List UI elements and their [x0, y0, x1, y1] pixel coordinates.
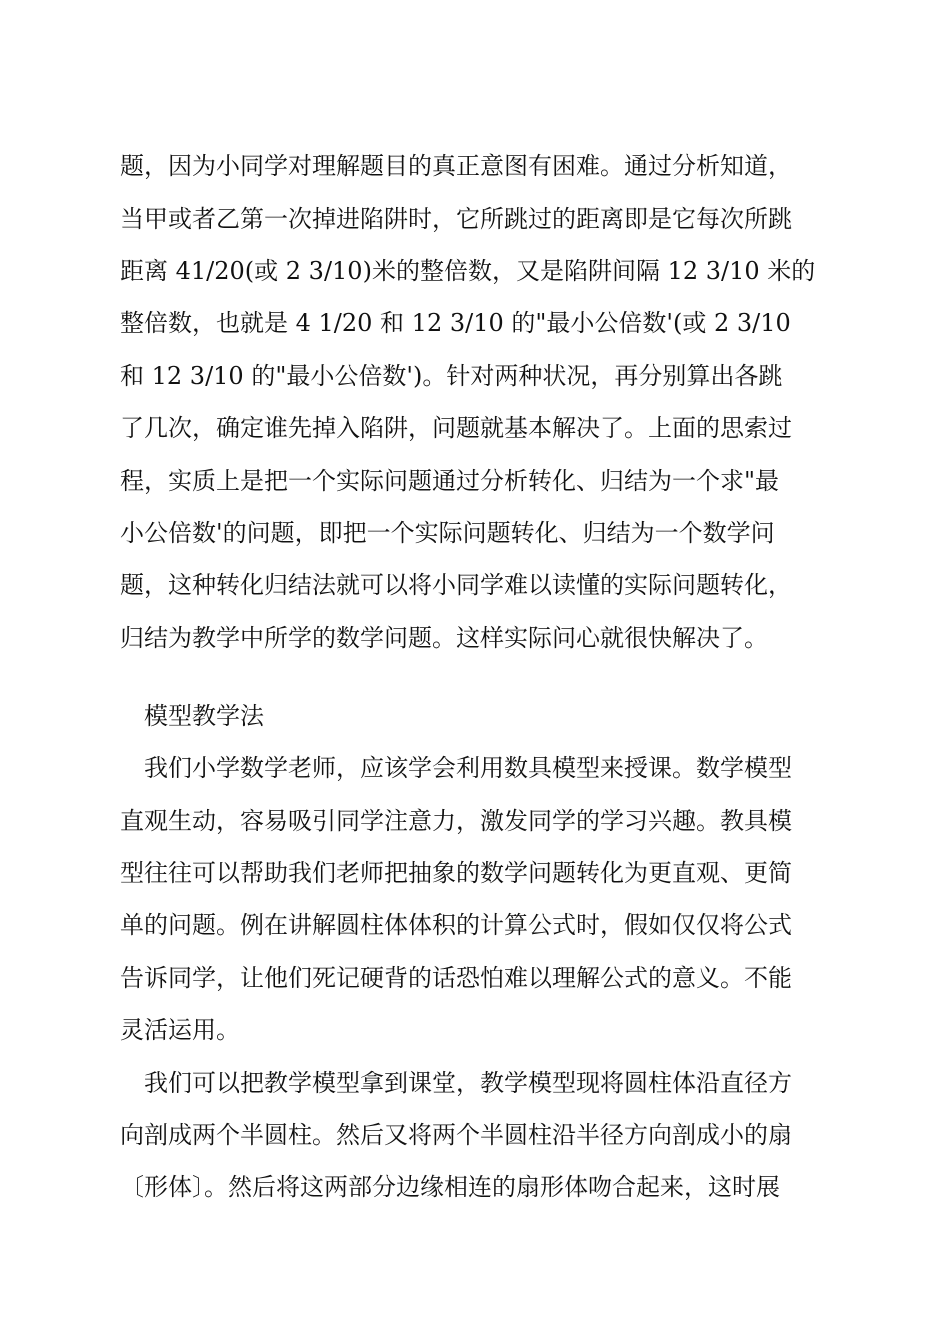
text-line: 我们可以把教学模型拿到课堂，教学模型现将圆柱体沿直径方 [144, 1069, 792, 1097]
text-line: 直观生动，容易吸引同学注意力，激发同学的学习兴趣。教具模 [120, 807, 792, 835]
text-line: 告诉同学，让他们死记硬背的话恐怕难以理解公式的意义。不能 [120, 964, 792, 992]
text-line: 型往往可以帮助我们老师把抽象的数学问题转化为更直观、更简 [120, 859, 792, 887]
text-line: 程，实质上是把一个实际问题通过分析转化、归结为一个求"最 [120, 467, 780, 495]
text-line: 距离 41/20(或 2 3/10)米的整倍数，又是陷阱间隔 12 3/10 米的 [120, 257, 816, 285]
text-line: 题，因为小同学对理解题目的真正意图有困难。通过分析知道， [120, 152, 792, 180]
text-line: 我们小学数学老师，应该学会利用数具模型来授课。数学模型 [144, 754, 792, 782]
text-line: 整倍数，也就是 4 1/20 和 12 3/10 的"最小公倍数'(或 2 3/10 [120, 309, 791, 337]
section-heading: 模型教学法 [144, 702, 264, 730]
text-line: 当甲或者乙第一次掉进陷阱时，它所跳过的距离即是它每次所跳 [120, 205, 792, 233]
text-line: 单的问题。例在讲解圆柱体体积的计算公式时，假如仅仅将公式 [120, 911, 792, 939]
text-line: 灵活运用。 [120, 1016, 240, 1044]
text-line: 了几次，确定谁先掉入陷阱，问题就基本解决了。上面的思索过 [120, 414, 792, 442]
text-line: 题，这种转化归结法就可以将小同学难以读懂的实际问题转化， [120, 571, 792, 599]
text-line: 〔形体〕。然后将这两部分边缘相连的扇形体吻合起来，这时展 [120, 1173, 780, 1201]
text-line: 向剖成两个半圆柱。然后又将两个半圆柱沿半径方向剖成小的扇 [120, 1121, 792, 1149]
text-line: 归结为教学中所学的数学问题。这样实际问心就很快解决了。 [120, 624, 768, 652]
text-line: 和 12 3/10 的"最小公倍数')。针对两种状况，再分别算出各跳 [120, 362, 783, 390]
text-line: 小公倍数'的问题，即把一个实际问题转化、归结为一个数学问 [120, 519, 775, 547]
